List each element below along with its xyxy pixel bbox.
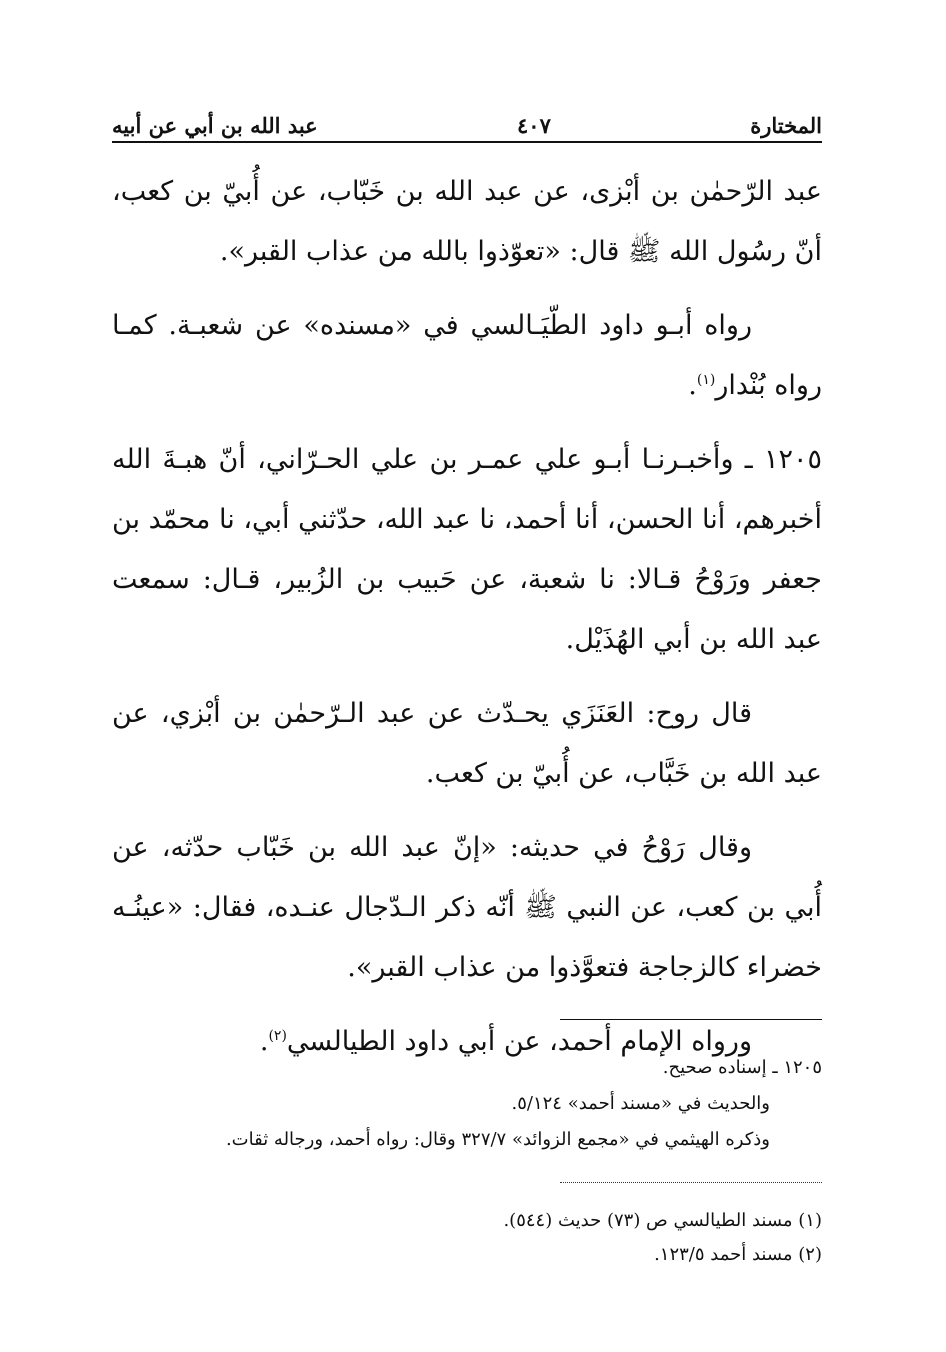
commentary-line-1: ١٢٠٥ ـ إسناده صحيح.: [662, 1057, 822, 1078]
paragraph-1: عبد الرّحمٰن بن أبْزى، عن عبد الله بن خَبّاب، عن أُبيّ بن كعب، أنّ رسُول الله ﷺ قال: «تعوّذوا بالله من عذاب القبر».: [112, 176, 822, 267]
running-header: [112, 104, 822, 138]
footnote-ref-2: (٢): [268, 1028, 287, 1044]
book-title: المختارة: [750, 113, 822, 138]
paragraph-hadith-1205: ١٢٠٥ ـ وأخبـرنـا أبـو علي عمـر بن علي الحـرّاني، أنّ هبـةَ الله أخبرهم، أنا الحسن، أنا أحمد، نا عبد الله، حدّثني أبي، نا محمّد بن جعفر ورَوْحُ قـالا: نا شعبة، عن حَبيب بن الزُبير، قـال: سمعت عبد الله بن أبي الهُذَيْل.: [112, 444, 822, 655]
footnote-2: (٢) مسند أحمد ١٢٣/٥.: [654, 1244, 822, 1265]
footnote-1: (١) مسند الطيالسي ص (٧٣) حديث (٥٤٤).: [503, 1210, 822, 1231]
paragraph-2-text: رواه أبـو داود الطّيَـالسي في «مسنده» عن شعبـة. كمـا رواه بُنْدار: [112, 310, 822, 401]
page-number: ٤٠٧: [517, 113, 551, 138]
paragraph-6-text: ورواه الإمام أحمد، عن أبي داود الطيالسي: [286, 1026, 752, 1057]
paragraph-6-end: .: [259, 1026, 269, 1057]
paragraph-4: قال روح: العَنَزَي يحـدّث عن عبد الـرّحمٰن بن أبْزي، عن عبد الله بن خَبَّاب، عن أُبيّ بن كعب.: [112, 698, 822, 789]
commentary-rule: [560, 1019, 822, 1020]
paragraph-5: وقال رَوْحُ في حديثه: «إنّ عبد الله بن خَبّاب حدّثه، عن أُبي بن كعب، عن النبي ﷺ أنّه ذكر الـدّجال عنـده، فقال: «عينُـه خضراء كالزجاجة فتعوَّذوا من عذاب القبر».: [112, 832, 822, 983]
commentary-notes: [112, 1050, 822, 1158]
paragraph-2: [112, 296, 822, 416]
chapter-title: عبد الله بن أبي عن أبيه: [112, 113, 318, 138]
commentary-line-2: والحديث في «مسند أحمد» ٥/١٢٤.: [511, 1093, 770, 1114]
footnote-rule: [560, 1182, 822, 1183]
main-text: [112, 162, 822, 1086]
header-rule: [112, 141, 822, 143]
footnote-ref-1: (١): [696, 372, 716, 388]
footnotes: [112, 1204, 822, 1272]
paragraph-2-end: .: [688, 370, 697, 401]
commentary-line-3: وذكره الهيثمي في «مجمع الزوائد» ٣٢٧/٧ وقال: رواه أحمد، ورجاله ثقات.: [225, 1129, 770, 1150]
